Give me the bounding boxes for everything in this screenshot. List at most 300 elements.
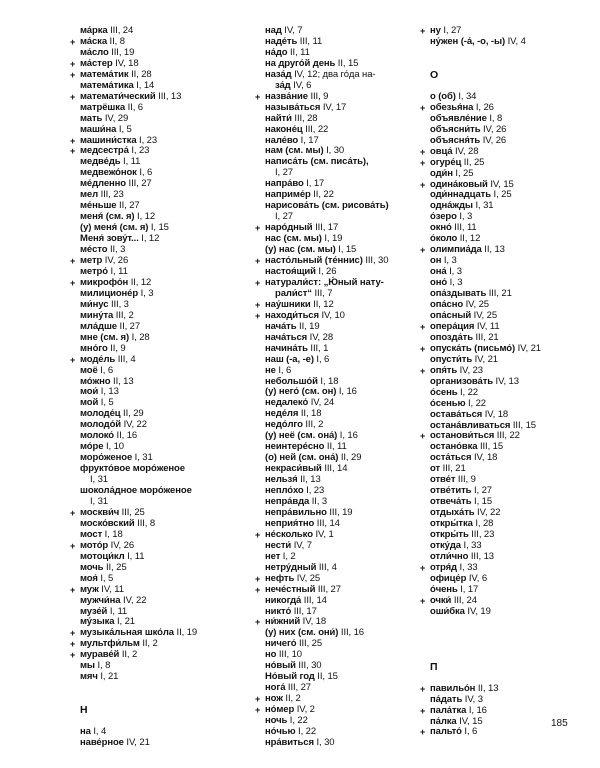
entry-reference: IV, 15	[487, 178, 514, 190]
entry-word: но́чью	[265, 726, 296, 737]
entry-reference: III, 9	[307, 90, 329, 102]
entry-reference: I, 10	[103, 441, 124, 453]
entry-word: меня́ (см. я)	[80, 211, 135, 223]
entry-reference: I, 31	[90, 495, 108, 507]
entry-word: отве́тить	[430, 485, 472, 497]
entry-word: останови́ться	[430, 430, 495, 442]
entry-reference: IV, 25	[471, 309, 497, 321]
entry-word: объясня́ть	[430, 134, 481, 146]
entry-word: напра́во	[265, 178, 304, 190]
plus-marker: +	[420, 146, 426, 157]
entry-word: неприя́тно	[265, 517, 315, 529]
entry-word: музе́й	[80, 605, 108, 617]
entry-reference: II, 22	[310, 189, 334, 201]
entry-word: па́дать	[430, 693, 463, 705]
entry-word: москви́ч	[80, 506, 120, 518]
plus-marker: +	[420, 431, 426, 442]
entry-reference: I, 4	[90, 726, 107, 738]
entry-word: нача́ть	[265, 320, 297, 332]
entry-reference: II, 11	[287, 46, 310, 58]
entry-reference: I, 27	[440, 25, 462, 36]
entry-word: над	[265, 25, 282, 36]
entry-reference: I, 28	[472, 518, 494, 530]
entry-reference: III, 17	[291, 605, 317, 617]
entry-word: очки́	[430, 594, 452, 606]
entry-reference: IV, 6	[466, 572, 488, 584]
entry-reference: III, 22	[494, 430, 520, 442]
entry-word: огуре́ц	[430, 156, 462, 168]
entry-word: рали́ст“	[275, 287, 312, 299]
entry-reference: I, 6	[461, 726, 478, 738]
entry-word: за́д	[275, 79, 291, 91]
entry-word: написа́ть (см. писа́ть),	[265, 156, 369, 168]
entry-word: о́сень	[430, 386, 458, 398]
plus-marker: +	[70, 507, 76, 518]
entry-reference: I, 2	[280, 550, 296, 562]
entry-reference: IV, 26	[480, 123, 507, 135]
entry-word: мно́го	[80, 342, 108, 354]
entry-word: медвежо́нок	[80, 167, 137, 179]
entry-word: остава́ться	[430, 408, 483, 420]
entry-reference: II, 12	[128, 276, 152, 288]
entry-reference: I, 14	[133, 79, 155, 91]
entry-reference: III, 4	[115, 353, 136, 365]
entry-word: непра́вильно	[265, 506, 327, 518]
entry-word: неде́ля	[265, 408, 299, 420]
entry-word: метро́	[80, 265, 108, 277]
entry-reference: III, 23	[468, 529, 495, 541]
entry-word: наве́рное	[80, 737, 124, 749]
entry-reference: I, 31	[132, 452, 153, 464]
entry-word: ма́рка	[80, 25, 108, 36]
entry-word: непло́хо	[265, 485, 304, 497]
entry-word: непра́вда	[265, 495, 310, 507]
plus-marker: +	[70, 650, 76, 661]
entry-reference: II, 9	[107, 342, 126, 354]
entry-reference: III, 28	[291, 112, 318, 124]
entry-word: оди́н	[430, 167, 453, 179]
entry-reference: II, 12	[310, 298, 334, 310]
plus-marker: +	[420, 562, 426, 573]
entry-word: нача́ться	[265, 331, 308, 343]
entry-word: офице́р	[430, 572, 467, 584]
entry-reference: III, 23	[98, 189, 124, 201]
entry-word: о́сенью	[430, 397, 466, 409]
entry-reference: I, 11	[120, 156, 141, 168]
entry-reference: IV, 18	[112, 57, 139, 69]
entry-reference: I, 25	[490, 189, 512, 201]
plus-marker: +	[255, 694, 261, 705]
entry-word: ничего́	[265, 638, 297, 650]
entry-reference: I, 21	[97, 671, 119, 683]
entry-word: остано́вка	[430, 441, 478, 453]
entry-word: мои́	[80, 386, 99, 398]
entry-word: па́лка	[430, 715, 457, 727]
entry-word: музыка́льная шко́ла	[80, 627, 174, 639]
entry-reference: II, 18	[298, 408, 322, 420]
entry-word: овца́	[430, 145, 453, 157]
entry-reference: III, 30	[362, 255, 389, 267]
entry-reference: I, 18	[317, 375, 339, 387]
entry-reference: II, 25	[461, 156, 485, 168]
index-entry	[410, 37, 590, 48]
entry-word: нефть	[265, 572, 295, 584]
entry-reference: I, 15	[148, 222, 169, 234]
entry-word: мать	[80, 112, 103, 124]
entry-reference: I, 27	[275, 211, 293, 223]
entry-reference: II, 13	[475, 682, 499, 694]
entry-reference: III, 19	[108, 46, 135, 58]
entry-word: нау́шники	[265, 298, 311, 310]
entry-word: шокола́дное моро́женое	[80, 485, 192, 497]
entry-reference: II, 13	[110, 375, 134, 387]
entry-word: на́до	[265, 46, 288, 58]
entry-word: мину́та	[80, 309, 114, 321]
plus-marker: +	[70, 135, 76, 146]
entry-word: микрофо́н	[80, 276, 129, 288]
entry-reference: IV, 7	[281, 25, 303, 36]
plus-marker: +	[70, 36, 76, 47]
entry-word: моё	[80, 364, 98, 376]
entry-word: оши́бка	[430, 605, 465, 617]
plus-marker: +	[255, 91, 261, 102]
entry-reference: I, 5	[97, 572, 114, 584]
entry-word: небольшо́й	[265, 375, 318, 387]
entry-word: машини́стка	[80, 134, 137, 146]
plus-marker: +	[70, 146, 76, 157]
entry-word: математи́ческий	[80, 90, 156, 102]
entry-word: наде́ть	[265, 35, 298, 47]
entry-word: моско́вский	[80, 517, 135, 529]
entry-reference: IV, 13	[493, 375, 519, 387]
entry-word: недалеко́	[265, 397, 309, 409]
plus-marker: +	[70, 58, 76, 69]
entry-reference: II, 2	[139, 638, 158, 650]
entry-word: фрукто́вое моро́женое	[80, 463, 185, 475]
plus-marker: +	[255, 277, 261, 288]
entry-word: (у) меня́ (см. я)	[80, 222, 149, 234]
entry-word: олимпиа́да	[430, 244, 482, 256]
plus-marker: +	[255, 705, 261, 716]
entry-reference: I, 6	[313, 353, 330, 365]
entry-reference: III, 27	[285, 682, 311, 694]
index-entry	[410, 607, 590, 618]
entry-reference: I, 34	[455, 90, 477, 102]
entry-reference: IV, 19	[464, 605, 491, 617]
entry-word: она́	[430, 266, 447, 278]
entry-word: обезья́на	[430, 101, 474, 113]
entry-word: опера́ция	[430, 320, 475, 332]
entry-reference: III, 2	[302, 419, 324, 431]
entry-word: опа́сный	[430, 309, 472, 321]
entry-word: нарисова́ть (см. рисова́ть)	[265, 200, 389, 212]
entry-reference: IV, 26	[102, 255, 129, 267]
entry-reference: IV, 4	[505, 35, 526, 47]
entry-reference: II, 27	[116, 320, 141, 332]
entry-reference: II, 15	[314, 671, 338, 683]
plus-marker: +	[420, 102, 426, 113]
entry-reference: II, 13	[481, 244, 505, 256]
entry-reference: I, 33	[456, 561, 478, 573]
plus-marker: +	[420, 595, 426, 606]
entry-reference: I, 22	[457, 386, 478, 398]
entry-reference: III, 22	[302, 123, 329, 135]
entry-reference: IV, 25	[294, 572, 321, 584]
entry-word: милиционе́р	[80, 287, 139, 299]
entry-reference: III, 4	[316, 561, 337, 573]
entry-reference: III, 13	[155, 90, 182, 102]
entry-word: отря́д	[430, 561, 457, 573]
entry-reference: III, 14	[321, 463, 348, 475]
entry-word: мяч	[80, 671, 98, 683]
entry-word: ма́стер	[80, 57, 113, 69]
entry-reference: IV, 3	[462, 693, 483, 705]
entry-reference: III, 21	[472, 331, 499, 343]
entry-word: (у) нас (см. мы)	[265, 244, 336, 256]
section-letter: О	[430, 68, 439, 81]
entry-reference: IV, 28	[452, 145, 479, 157]
entry-reference: III, 24	[451, 594, 477, 606]
entry-word: оно́	[430, 277, 448, 289]
entry-word: мужчи́на	[80, 594, 121, 606]
entry-reference: III, 10	[276, 649, 302, 661]
entry-reference: III, 14	[301, 594, 327, 606]
plus-marker: +	[70, 277, 76, 288]
plus-marker: +	[255, 529, 261, 540]
entry-reference: III, 15	[477, 441, 504, 453]
entry-word: не́сколько	[265, 528, 313, 540]
entry-word: нале́во	[265, 134, 299, 146]
entry-reference: III, 27	[126, 178, 152, 190]
entry-word: маши́на	[80, 123, 117, 135]
entry-reference: III, 7	[311, 287, 333, 299]
entry-reference: III, 25	[296, 638, 323, 650]
plus-marker: +	[70, 584, 76, 595]
entry-word: объявле́ние	[430, 112, 487, 124]
entry-word: опя́ть	[430, 364, 458, 376]
entry-word: наконе́ц	[265, 123, 303, 135]
entry-reference: IV, 22	[120, 594, 147, 606]
entry-word: метр	[80, 255, 103, 267]
entry-word: молодо́й	[80, 419, 122, 431]
entry-reference: I, 12	[138, 233, 160, 245]
entry-reference: III, 1	[307, 342, 329, 354]
entry-word: откры́ть	[430, 529, 469, 541]
entry-reference: I, 23	[136, 134, 158, 146]
entry-reference: I, 27	[471, 485, 492, 497]
entry-reference: III, 24	[107, 25, 134, 36]
plus-marker: +	[70, 91, 76, 102]
entry-reference: I, 11	[107, 605, 128, 617]
entry-word: мы	[80, 660, 95, 672]
entry-word: ма́ска	[80, 35, 108, 47]
spacer	[410, 48, 590, 70]
entry-word: мне (см. я)	[80, 331, 130, 343]
entry-word: наро́дный	[265, 222, 313, 234]
entry-word: мой	[80, 397, 99, 409]
entry-reference: I, 3	[441, 255, 457, 267]
entry-word: наприме́р	[265, 189, 311, 201]
entry-reference: I, 23	[128, 145, 150, 157]
entry-reference: IV, 22	[474, 507, 501, 519]
entry-word: называ́ться	[265, 101, 321, 113]
entry-word: мультфи́льм	[80, 638, 140, 650]
plus-marker: +	[70, 69, 76, 80]
entry-word: ну	[430, 25, 441, 36]
entry-word: остана́вливаться	[430, 419, 511, 431]
plus-marker: +	[255, 299, 261, 310]
entry-word: пала́тка	[430, 704, 467, 716]
section-letter: П	[430, 660, 438, 673]
entry-word: мо́жно	[80, 375, 111, 387]
entry-reference: IV, 21	[123, 737, 150, 749]
entry-reference: IV, 2	[294, 704, 315, 716]
entry-reference: I, 30	[323, 145, 345, 157]
entry-reference: I, 5	[116, 123, 132, 135]
entry-word: о́коло	[430, 233, 458, 245]
entry-word: нра́виться	[265, 736, 314, 748]
entry-reference: I, 22	[295, 726, 317, 737]
entry-word: не	[265, 364, 276, 376]
entry-reference: III, 13	[468, 550, 494, 562]
entry-word: опусти́ть	[430, 353, 473, 365]
plus-marker: +	[70, 540, 76, 551]
entry-reference: II, 28	[128, 68, 152, 80]
entry-word: на друго́й день	[265, 57, 336, 69]
entry-word: откры́тка	[430, 518, 473, 530]
entry-reference: I, 21	[114, 616, 135, 628]
entry-reference: I, 31	[472, 200, 494, 212]
entry-reference: I, 8	[486, 112, 503, 124]
plus-marker: +	[420, 245, 426, 256]
entry-reference: IV, 25	[463, 299, 489, 311]
entry-reference: I, 8	[94, 660, 111, 672]
entry-word: молоко́	[80, 430, 115, 442]
entry-word: матрёшка	[80, 101, 126, 113]
entry-reference: I, 28	[129, 331, 150, 343]
entry-reference: I, 17	[298, 134, 319, 146]
entry-reference: IV, 11	[98, 583, 124, 595]
entry-word: опозда́ть	[430, 331, 473, 343]
entry-reference: III, 25	[119, 506, 145, 518]
entry-word: недо́лго	[265, 419, 303, 431]
entry-word: некраси́вый	[265, 463, 322, 475]
entry-word: мел	[80, 189, 99, 201]
plus-marker: +	[420, 343, 426, 354]
entry-reference: IV, 18	[300, 616, 327, 628]
entry-word: на	[80, 726, 91, 738]
entry-word: неинтере́сно	[265, 441, 325, 453]
entry-reference: II, 3	[107, 244, 126, 256]
entry-word: мото́р	[80, 539, 109, 551]
entry-word: нож	[265, 693, 283, 705]
entry-reference: IV, 18	[482, 408, 509, 420]
entry-reference: II, 29	[338, 452, 362, 464]
entry-word: но́мер	[265, 704, 295, 716]
entry-reference: III, 16	[338, 627, 364, 639]
plus-marker: +	[420, 705, 426, 716]
entry-reference: III, 2	[113, 309, 134, 321]
entry-reference: IV, 1	[312, 528, 334, 540]
entry-reference: IV, 29	[102, 112, 129, 124]
page-number: 185	[551, 718, 568, 729]
entry-word: ми́нус	[80, 298, 109, 310]
entry-word: Но́вый год	[265, 671, 315, 683]
entry-word: никто́	[265, 605, 292, 617]
entry-word: найти́	[265, 112, 292, 124]
section-letter: Н	[80, 704, 88, 717]
entry-word: опа́здывать	[430, 288, 487, 300]
entry-word: Меня́ зову́т...	[80, 233, 139, 245]
entry-reference: I, 5	[98, 397, 114, 409]
entry-reference: I, 17	[303, 178, 325, 190]
plus-marker: +	[420, 365, 426, 376]
entry-word: наш (-а, -е)	[265, 353, 314, 365]
entry-word: организова́ть	[430, 375, 494, 387]
entry-word: мла́дше	[80, 320, 117, 332]
entry-reference: II, 2	[119, 649, 138, 661]
entry-reference: I, 3	[446, 266, 462, 278]
entry-reference: III, 21	[486, 288, 512, 300]
entry-reference: II, 25	[103, 561, 127, 573]
plus-marker: +	[420, 179, 426, 190]
entry-word: павильо́н	[430, 682, 476, 694]
entry-word: пальто́	[430, 726, 462, 738]
entry-word: никогда́	[265, 594, 302, 606]
plus-marker: +	[70, 354, 76, 365]
entry-word: матема́тика	[80, 79, 134, 91]
entry-reference: II, 27	[116, 200, 140, 212]
plus-marker: +	[255, 223, 261, 234]
index-entry	[60, 672, 240, 683]
entry-reference: I, 23	[303, 485, 325, 497]
entry-reference: I, 30	[313, 736, 335, 748]
entry-reference: I, 3	[456, 211, 473, 223]
plus-marker: +	[70, 628, 76, 639]
entry-reference: I, 16	[466, 704, 487, 716]
entry-reference: I, 27	[275, 167, 293, 179]
entry-word: моро́женое	[80, 452, 133, 464]
entry-word: опуска́ть (письмо́)	[430, 342, 516, 354]
column-1	[60, 26, 240, 749]
index-entry	[245, 70, 413, 81]
entry-reference: III, 19	[326, 506, 353, 518]
entry-reference: II, 13	[297, 474, 321, 486]
entry-word: о́чень	[430, 583, 458, 595]
entry-word: оди́ннадцать	[430, 189, 491, 201]
entry-word: но́вый	[265, 660, 296, 672]
index-entry	[245, 738, 413, 749]
entry-word: назва́ние	[265, 90, 308, 102]
entry-reference: II, 29	[120, 408, 144, 420]
entry-word: одна́жды	[430, 200, 473, 212]
entry-word: наза́д	[265, 68, 292, 80]
entry-reference: III, 8	[134, 517, 156, 529]
spacer	[60, 683, 240, 705]
entry-word: моя́	[80, 572, 98, 584]
entry-reference: III, 30	[295, 660, 322, 672]
entry-word: (у) них (см. они́)	[265, 627, 339, 639]
entry-reference: I, 11	[107, 265, 128, 277]
index-entry	[60, 486, 240, 497]
plus-marker: +	[420, 321, 426, 332]
entry-reference: II, 19	[296, 320, 320, 332]
entry-word: матема́тик	[80, 68, 129, 80]
entry-word: окно́	[430, 222, 452, 234]
entry-word: муж	[80, 583, 99, 595]
entry-reference: I, 16	[337, 430, 358, 442]
entry-word: объясни́ть	[430, 123, 481, 135]
